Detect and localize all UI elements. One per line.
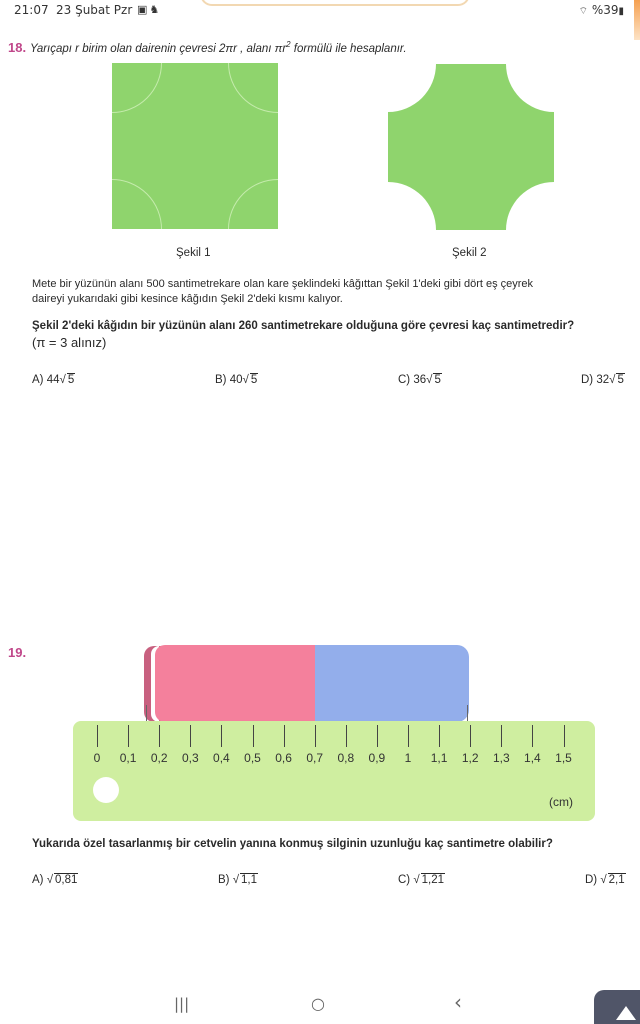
- ruler-tick: [470, 725, 471, 747]
- option-radicand: 5: [67, 374, 75, 386]
- question-18-paragraph: [32, 277, 632, 307]
- ruler-tick: [97, 725, 98, 747]
- quarter-circle-arc: [228, 63, 278, 113]
- option-radicand: 5: [250, 374, 258, 386]
- option-radicand: 1,21: [421, 874, 445, 886]
- option-letter: B): [218, 874, 230, 886]
- ruler-hole: [93, 777, 119, 803]
- option-letter: A): [32, 874, 44, 886]
- question-19-number: 19.: [8, 645, 27, 660]
- accessibility-icon: ♞: [149, 3, 162, 16]
- status-date: 23 Şubat Pzr: [56, 3, 133, 17]
- ruler-tick-label: 0,9: [368, 751, 386, 765]
- figure-1-square: [112, 63, 278, 229]
- eraser-pink-half: [155, 645, 315, 722]
- quarter-circle-arc: [112, 179, 162, 229]
- q19-option-c[interactable]: C) √ 1,21: [398, 874, 445, 886]
- edge-panel-handle[interactable]: [634, 0, 640, 40]
- q19-option-d[interactable]: D) √ 2,1: [585, 874, 625, 886]
- ruler-tick-label: 1,1: [430, 751, 448, 765]
- intro-superscript: 2: [286, 40, 291, 49]
- ruler-tick-label: 1,5: [555, 751, 572, 765]
- q18-option-a[interactable]: A) 44√ 5: [32, 374, 75, 386]
- pull-down-handle: [200, 0, 470, 6]
- option-coef: 44: [46, 374, 60, 386]
- ruler-tick-label: 0,7: [306, 751, 324, 765]
- option-radicand: 0,81: [55, 874, 78, 886]
- battery-icon: ▮: [618, 6, 624, 17]
- scroll-up-button[interactable]: [594, 990, 640, 1024]
- option-coef: 36: [413, 374, 427, 386]
- question-18-intro: [30, 40, 407, 55]
- ruler-tick: [253, 725, 254, 747]
- figure-2-label: Şekil 2: [452, 247, 487, 259]
- question-18-prompt: Şekil 2'deki kâğıdın bir yüzünün alanı 260 santimetrekare olduğuna göre çevresi kaç santimetredir?: [32, 320, 575, 332]
- intro-text-end: formülü ile hesaplanır.: [290, 42, 407, 55]
- notification-icons: [137, 3, 161, 16]
- ruler-tick: [408, 725, 409, 747]
- option-radicand: 5: [617, 374, 624, 386]
- ruler-tick-label: 0,4: [213, 751, 230, 765]
- arrow-up-icon: [616, 1006, 636, 1020]
- battery-percent: %39: [591, 3, 619, 17]
- figure-2-shape: [388, 64, 554, 230]
- figure-1-label: Şekil 1: [176, 247, 211, 259]
- option-letter: D): [581, 374, 594, 386]
- ruler-tick: [439, 725, 440, 747]
- ruler-tick-label: 1: [404, 751, 412, 765]
- ruler-tick-label: 0,2: [150, 751, 168, 765]
- ruler-tick-label: 0: [93, 751, 101, 765]
- ruler-tick: [315, 725, 316, 747]
- ruler-tick: [221, 725, 222, 747]
- option-letter: A): [32, 374, 44, 386]
- ruler-tick-label: 1,3: [492, 751, 510, 765]
- q18-option-d[interactable]: D) 32√ 5: [581, 374, 624, 386]
- ruler-tick-label: 1,4: [524, 751, 541, 765]
- quarter-circle-arc: [228, 179, 278, 229]
- option-coef: 32: [596, 374, 610, 386]
- ruler-tick-label: 0,6: [275, 751, 292, 765]
- option-letter: C): [398, 374, 411, 386]
- option-letter: D): [585, 874, 598, 886]
- pi-note: (π = 3 alınız): [32, 335, 107, 350]
- ruler-tick: [346, 725, 347, 747]
- q18-option-b[interactable]: B) 40√ 5: [215, 374, 258, 386]
- ruler: [73, 721, 595, 821]
- ruler-tick: [190, 725, 191, 747]
- option-radicand: 5: [434, 374, 441, 386]
- paragraph-line: daireyi yukarıdaki gibi kesince kâğıdın Şekil 2'deki kısmı kalıyor.: [32, 293, 343, 305]
- intro-text: Yarıçapı r birim olan dairenin çevresi 2πr , alanı πr: [30, 42, 287, 55]
- quarter-circle-arc: [112, 63, 162, 113]
- option-radicand: 2,1: [608, 874, 625, 886]
- option-letter: C): [398, 874, 411, 886]
- paragraph-line: Mete bir yüzünün alanı 500 santimetrekare olan kare şeklindeki kâğıttan Şekil 1'deki gibi dört eş çeyrek: [32, 278, 534, 290]
- back-button[interactable]: ‹: [454, 990, 462, 1014]
- q18-option-c[interactable]: C) 36√ 5: [398, 374, 441, 386]
- ruler-tick: [284, 725, 285, 747]
- wifi-icon: ⌔: [578, 6, 588, 17]
- question-19-prompt: Yukarıda özel tasarlanmış bir cetvelin yanına konmuş silginin uzunluğu kaç santimetre olabilir?: [32, 838, 553, 850]
- ruler-tick-label: 0,5: [244, 751, 261, 765]
- ruler-unit: (cm): [549, 795, 573, 809]
- q19-option-a[interactable]: A) √ 0,81: [32, 874, 78, 886]
- ruler-tick: [532, 725, 533, 747]
- eraser-blue-half: [315, 645, 469, 722]
- ruler-tick-label: 0,8: [337, 751, 355, 765]
- ruler-tick: [128, 725, 129, 747]
- option-letter: B): [215, 374, 227, 386]
- ruler-tick: [501, 725, 502, 747]
- ruler-tick-label: 1,2: [461, 751, 479, 765]
- ruler-tick: [377, 725, 378, 747]
- ruler-tick: [564, 725, 565, 747]
- question-18-number: 18.: [8, 40, 27, 55]
- ruler-tick: [159, 725, 160, 747]
- recents-button[interactable]: |||: [174, 995, 190, 1013]
- option-radicand: 1,1: [241, 874, 258, 886]
- q19-option-b[interactable]: B) √ 1,1: [218, 874, 258, 886]
- ruler-tick-label: 0,1: [119, 751, 137, 765]
- gallery-icon: ▣: [137, 3, 150, 16]
- option-coef: 40: [229, 374, 243, 386]
- status-time: 21:07: [14, 3, 49, 17]
- ruler-tick-label: 0,3: [181, 751, 199, 765]
- status-right: [579, 3, 624, 18]
- home-button[interactable]: ○: [311, 994, 325, 1013]
